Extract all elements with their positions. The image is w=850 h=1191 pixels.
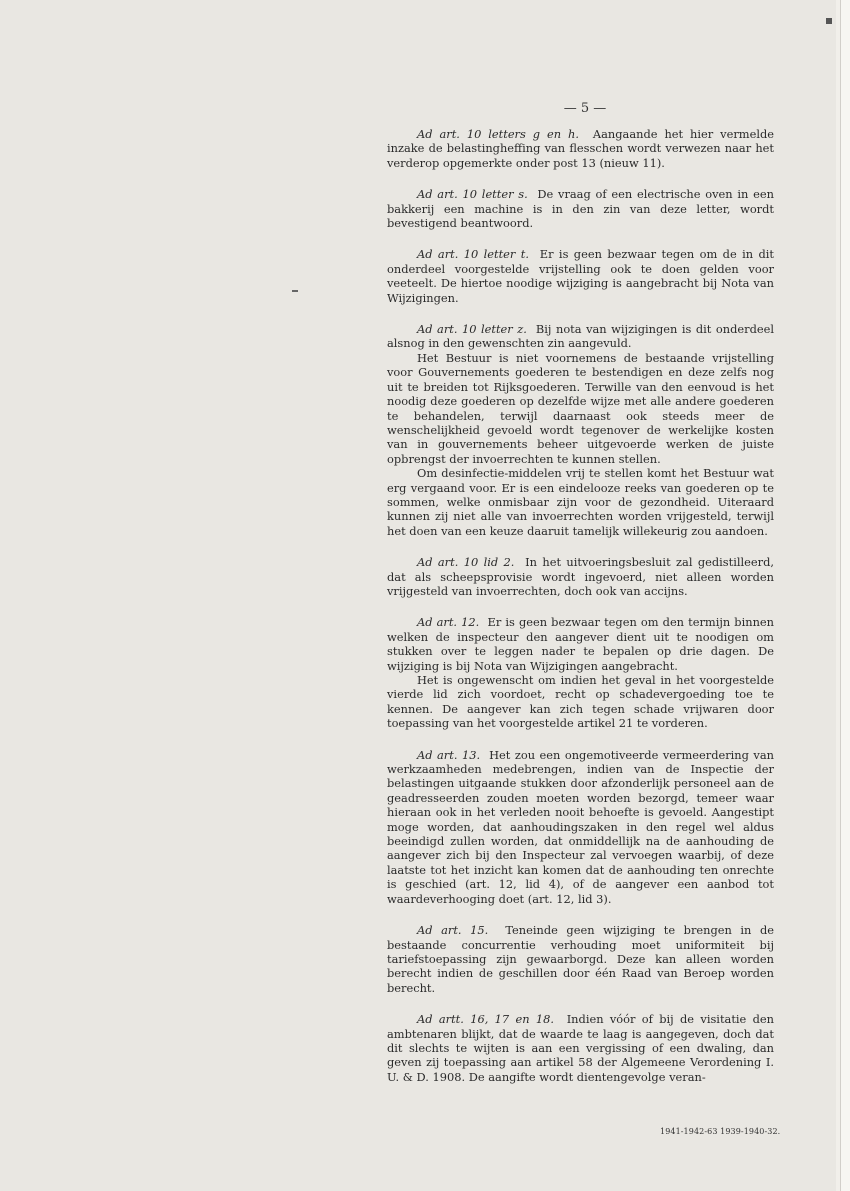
article-reference: Ad art. 10 letter t. <box>417 247 529 262</box>
corner-mark <box>826 18 832 24</box>
paragraph-text: In het uitvoeringsbesluit zal gedistilleerd, dat als scheepsprovisie wordt ingevoerd, niet alleen worden vrijgesteld van invoerrechten, doch ook van accijns. <box>387 555 774 598</box>
page-number: — 5 — <box>563 101 607 116</box>
paragraph-art10-lid2 <box>387 555 774 598</box>
article-reference: Ad art. 10 letters g en h. <box>417 127 580 141</box>
paragraph-art10-z <box>387 322 774 538</box>
margin-dash <box>292 290 298 292</box>
paragraph-text: Er is geen bezwaar tegen om de in dit onderdeel voorgestelde vrijstelling ook te doen gelden voor veeteelt. De hiertoe noodige wijziging is aangebracht bij Nota van Wijzigingen. <box>387 247 774 305</box>
paragraph-text: Het is ongewenscht om indien het geval in het voorgestelde vierde lid zich voordoet, recht op schadevergoeding toe te kennen. De aangever kan zich tegen schade vrijwaren door toepassing van het voorgestelde artikel 21 te vorderen. <box>387 673 774 731</box>
paragraph-text: Er is geen bezwaar tegen om den termijn binnen welken de inspecteur den aangever dient uit te noodigen om stukken over te leggen nader te bepalen op drie dagen. De wijziging is bij Nota van Wijzigingen aangebracht. <box>387 615 774 673</box>
article-reference: Ad art. 10 letter s. <box>417 187 528 202</box>
page-edge-outer <box>841 0 850 1191</box>
article-reference: Ad art. 15. <box>417 923 489 938</box>
paragraph-art10-s <box>387 187 774 230</box>
article-reference: Ad art. 10 lid 2. <box>417 555 515 570</box>
article-reference: Ad art. 12. <box>417 615 480 630</box>
article-reference: Ad artt. 16, 17 en 18. <box>417 1012 555 1027</box>
text-column <box>387 127 774 1101</box>
paragraph-text: Indien vóór of bij de visitatie den ambtenaren blijkt, dat de waarde te laag is aangegeven, doch dat dit slechts te wijten is aan een vergissing of een dwaling, dan geven zij toepassing aan artikel 58 der Algemeene Verordening I. U. & D. 1908. De aangifte wordt dientengevolge veran- <box>387 1012 774 1084</box>
paragraph-art13 <box>387 748 774 906</box>
paragraph-art10-t <box>387 247 774 305</box>
article-reference: Ad art. 13. <box>417 747 481 762</box>
paragraph-art12 <box>387 615 774 730</box>
paragraph-art10-gh <box>387 127 774 170</box>
paragraph-text: Aangaande het hier vermelde inzake de belastingheffing van flesschen wordt verwezen naar het verderop opgemerkte onder post 13 (nieuw 11). <box>387 127 774 170</box>
document-codes: 1941-1942-63 1939-1940-32. <box>660 1127 781 1136</box>
paragraph-art15 <box>387 923 774 995</box>
article-reference: Ad art. 10 letter z. <box>417 322 527 337</box>
paragraph-text: Het Bestuur is niet voornemens de bestaande vrijstelling voor Gouvernements goederen te bestendigen en deze zelfs nog uit te breiden tot Rijksgoederen. Terwille van den eenvoud is het noodig deze goederen op dezelfde wijze met alle andere goederen te behandelen, terwijl daarnaast ook steeds meer de wenschelijkheid gevoeld wordt tegenover de werkelijke kosten van in gouvernements beheer uitgevoerde werken de juiste opbrengst der invoerrechten te kunnen stellen. <box>387 350 774 466</box>
paragraph-text: Bij nota van wijzigingen is dit onderdeel alsnog in den gewenschten zin aangevuld. <box>387 322 774 351</box>
paragraph-text: Teneinde geen wijziging te brengen in de bestaande concurrentie verhouding moet uniformiteit bij tariefstoepassing zijn gewaarborgd. Deze kan alleen worden berecht indien de geschillen door één Raad van Beroep worden berecht. <box>387 923 774 995</box>
paragraph-text: Het zou een ongemotiveerde vermeerdering van werkzaamheden medebrengen, indien van de Inspectie der belastingen uitgaande stukken door afzonderlijk personeel aan de geadresseerden zouden moeten worden bezorgd, temeer waar hieraan ook in het verleden nooit behoefte is gevoeld. Aangestipt moge worden, dat aanhoudingszaken in den regel wel aldus beeindigd zullen worden, dat onmiddellijk na de aanhouding de aangever zich bij den Inspecteur zal vervoegen waarbij, of deze laatste tot het inzicht kan komen dat de aanhouding ten onrechte is geschied (art. 12, lid 4), of de aangever een aanbod tot waardeverhooging doet (art. 12, lid 3). <box>387 747 774 906</box>
paragraph-text: De vraag of een electrische oven in een bakkerij een machine is in den zin van deze letter, wordt bevestigend beantwoord. <box>387 187 774 231</box>
paragraph-text: Om desinfectie-middelen vrij te stellen komt het Bestuur wat erg vergaand voor. Er is een eindelooze reeks van goederen op te sommen, welke onmisbaar zijn voor de gezondheid. Uiteraard kunnen zij niet alle van invoerrechten worden vrijgesteld, terwijl het doen van een keuze daaruit tamelijk willekeurig zou aandoen. <box>387 466 774 538</box>
paragraph-art16-18 <box>387 1012 774 1084</box>
